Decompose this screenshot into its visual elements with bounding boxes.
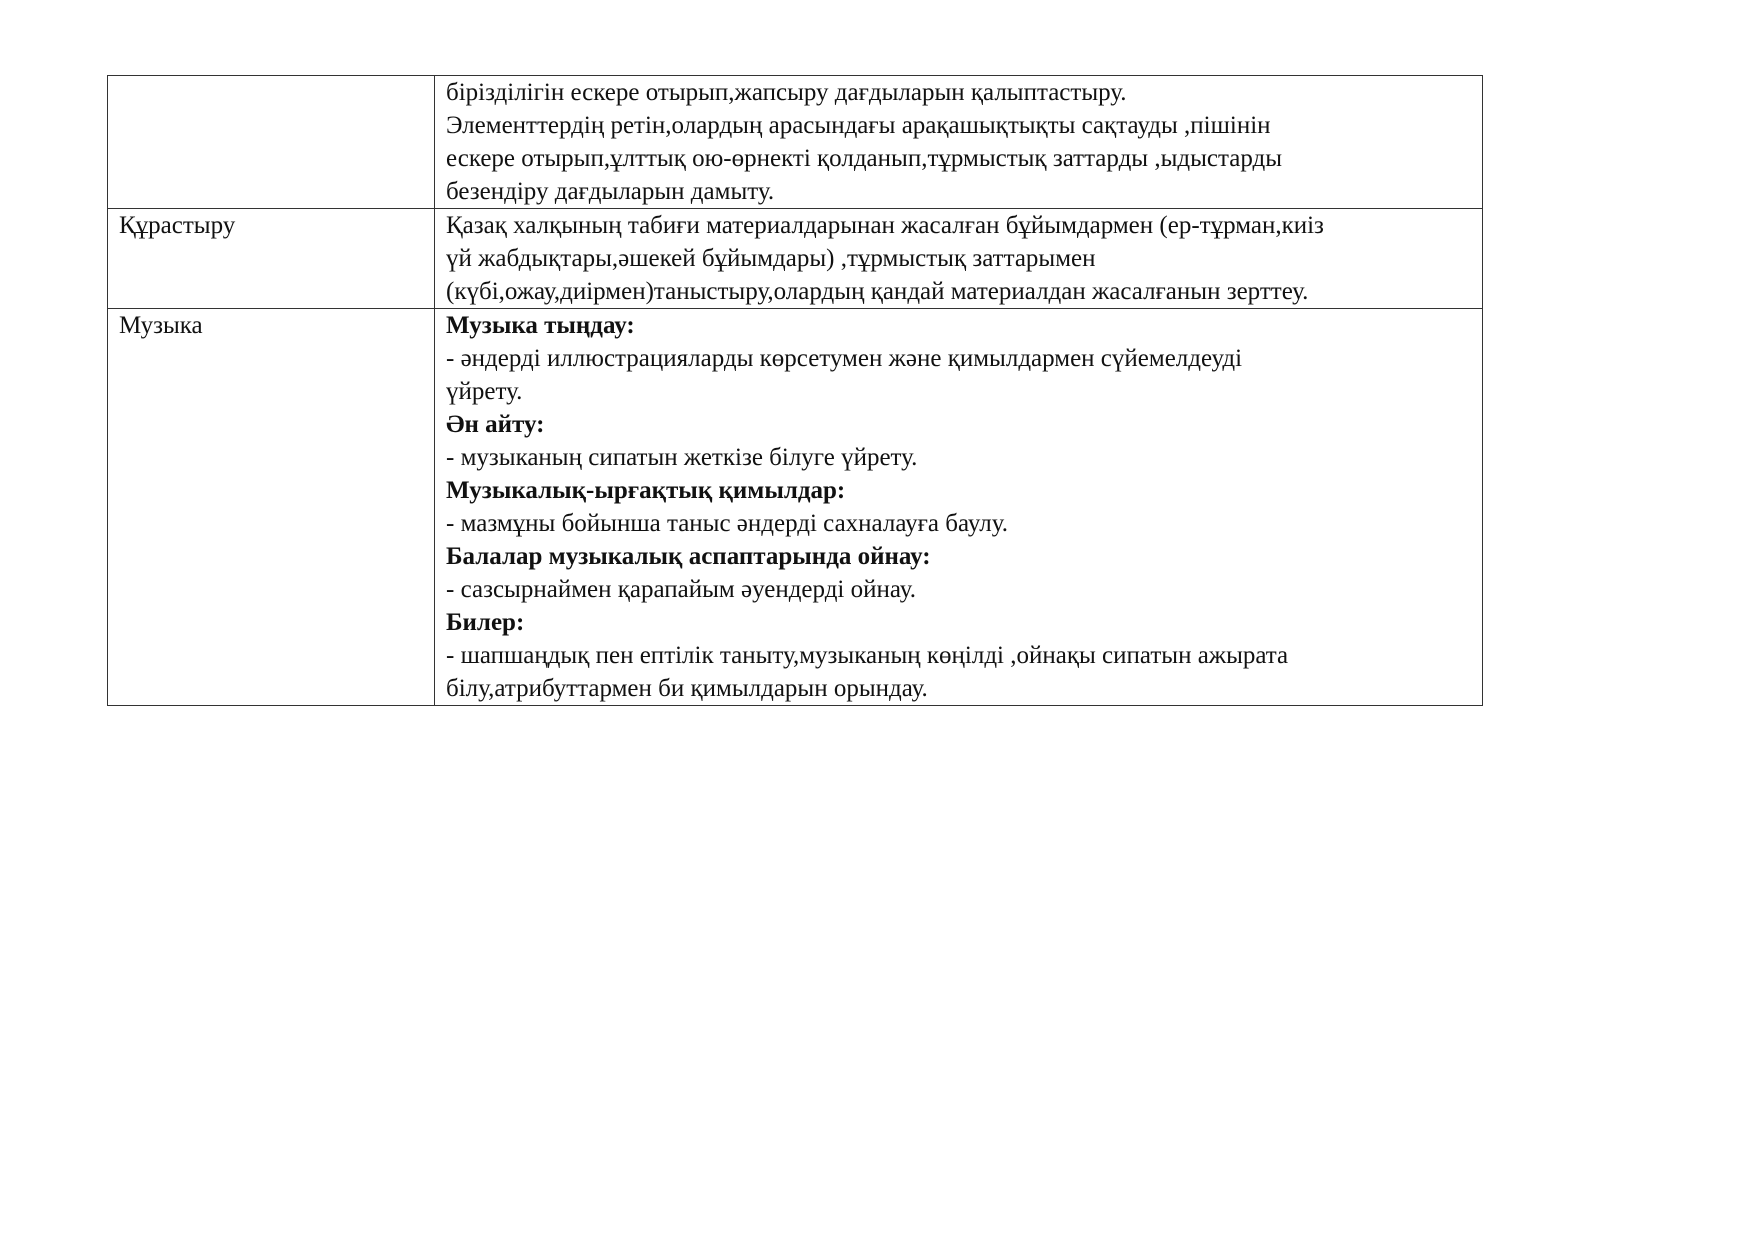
content-line: ескере отырып,ұлттық ою-өрнекті қолданып,тұрмыстық заттарды ,ыдыстарды	[446, 145, 1283, 172]
content-line: үйрету.	[446, 378, 523, 405]
content-cell	[435, 309, 1483, 706]
section-heading: Балалар музыкалық аспаптарында ойнау:	[446, 543, 931, 570]
content-cell	[435, 76, 1483, 209]
section-heading: Билер:	[446, 609, 525, 636]
content-cell	[435, 209, 1483, 309]
content-line: бірізділігін ескере отырып,жапсыру дағдыларын қалыптастыру.	[446, 79, 1127, 106]
content-line: - әндерді иллюстрацияларды көрсетумен және қимылдармен сүйемелдеуді	[446, 345, 1243, 372]
subject-cell	[108, 76, 435, 209]
content-line: - шапшаңдық пен ептілік таныту,музыканың көңілді ,ойнақы сипатын ажырата	[446, 642, 1289, 669]
table-row	[108, 309, 1483, 706]
subject-label: Құрастыру	[119, 212, 236, 239]
content-line: білу,атрибуттармен би қимылдарын орындау.	[446, 675, 928, 702]
subject-cell	[108, 209, 435, 309]
section-heading: Ән айту:	[446, 411, 545, 438]
subject-cell	[108, 309, 435, 706]
content-line: - мазмұны бойынша таныс әндерді сахналауға баулу.	[446, 510, 1008, 537]
content-line: Қазақ халқының табиғи материалдарынан жасалған бұйымдармен (ер-тұрман,киіз	[446, 212, 1324, 239]
table-row	[108, 209, 1483, 309]
section-heading: Музыка тыңдау:	[446, 312, 635, 339]
section-heading: Музыкалық-ырғақтық қимылдар:	[446, 477, 846, 504]
curriculum-table	[107, 75, 1483, 706]
subject-label: Музыка	[119, 312, 203, 339]
table-row	[108, 76, 1483, 209]
content-line: (күбі,ожау,диірмен)таныстыру,олардың қандай материалдан жасалғанын зерттеу.	[446, 278, 1309, 305]
content-line: - сазсырнаймен қарапайым әуендерді ойнау.	[446, 576, 916, 603]
content-line: Элементтердің ретін,олардың арасындағы арақашықтықты сақтауды ,пішінін	[446, 112, 1271, 139]
content-line: үй жабдықтары,әшекей бұйымдары) ,тұрмыстық заттарымен	[446, 245, 1096, 272]
content-line: безендіру дағдыларын дамыту.	[446, 178, 775, 205]
content-line: - музыканың сипатын жеткізе білуге үйрету.	[446, 444, 918, 471]
